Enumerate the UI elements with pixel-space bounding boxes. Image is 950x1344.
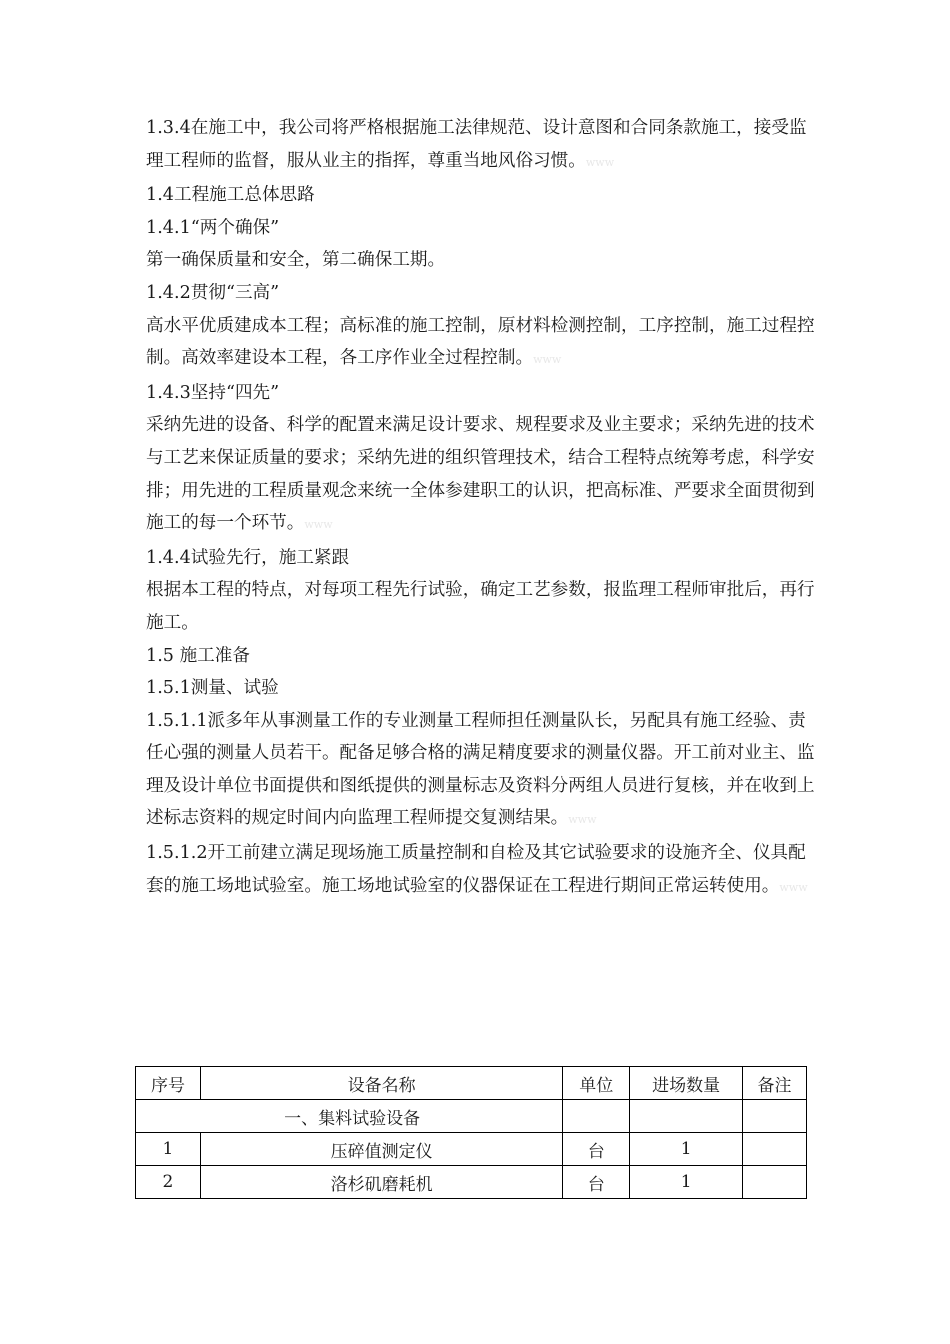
table-cell: 压碎值测定仪 — [200, 1133, 562, 1166]
section-title: 一、集料试验设备 — [284, 1108, 421, 1129]
table-header-row — [136, 1067, 807, 1100]
paragraph-text: 1.4.1“两个确保” — [146, 217, 280, 238]
table-cell — [743, 1133, 807, 1166]
paragraph — [146, 112, 818, 179]
document-body — [146, 112, 818, 904]
section-heading — [146, 212, 818, 245]
paragraph-text: 1.4.2贯彻“三高” — [146, 282, 280, 303]
faint-mark: www — [533, 353, 562, 367]
paragraph — [146, 574, 818, 639]
paragraph-text: 1.5 施工准备 — [146, 645, 250, 666]
section-heading — [146, 277, 818, 310]
table-cell: 洛杉矶磨耗机 — [200, 1166, 562, 1199]
faint-mark: www — [568, 813, 597, 827]
paragraph-text: 根据本工程的特点，对每项工程先行试验，确定工艺参数，报监理工程师审批后，再行施工。 — [146, 580, 815, 633]
section-heading — [146, 640, 818, 673]
header-cell-unit: 单位 — [563, 1067, 630, 1100]
paragraph-text: 第一确保质量和安全，第二确保工期。 — [146, 250, 446, 271]
section-heading — [146, 377, 818, 410]
faint-mark: www — [779, 880, 808, 894]
section-title-cell — [136, 1100, 563, 1133]
section-heading — [146, 179, 818, 212]
paragraph-text: 1.4.3坚持“四先” — [146, 382, 280, 403]
table-cell — [743, 1166, 807, 1199]
table-cell: 2 — [136, 1166, 201, 1199]
paragraph-text: 采纳先进的设备、科学的配置来满足设计要求、规程要求及业主要求；采纳先进的技术与工艺来保证质量的要求；采纳先进的组织管理技术，结合工程特点统筹考虑，科学安排；用先进的工程质量观念来统一全体参建职工的认识，把高标准、严要求全面贯彻到施工的每一个环节。 — [146, 415, 815, 534]
table-cell — [630, 1100, 743, 1133]
paragraph — [146, 705, 818, 837]
table-row — [136, 1166, 807, 1199]
table-cell: 台 — [563, 1133, 630, 1166]
section-heading — [146, 542, 818, 575]
table-cell: 1 — [136, 1133, 201, 1166]
table-row — [136, 1133, 807, 1166]
header-cell-quantity: 进场数量 — [630, 1067, 743, 1100]
faint-mark: www — [304, 518, 333, 532]
paragraph-text: 1.5.1.2开工前建立满足现场施工质量控制和自检及其它试验要求的设施齐全、仪具配套的施工场地试验室。施工场地试验室的仪器保证在工程进行期间正常运转使用。 — [146, 843, 806, 896]
paragraph-text: 1.5.1.1派多年从事测量工作的专业测量工程师担任测量队长，另配具有施工经验、责任心强的测量人员若干。配备足够合格的满足精度要求的测量仪器。开工前对业主、监理及设计单位书面提供和图纸提供的测量标志及资料分两组人员进行复核，并在收到上述标志资料的规定时间内向监理工程师提交复测结果。 — [146, 710, 815, 829]
paragraph-text: 1.4.4试验先行，施工紧跟 — [146, 547, 350, 568]
paragraph — [146, 837, 818, 904]
equipment-table — [135, 1066, 807, 1199]
table-cell — [743, 1100, 807, 1133]
table-cell: 1 — [630, 1133, 743, 1166]
table-section-row — [136, 1100, 807, 1133]
header-cell-remark: 备注 — [743, 1067, 807, 1100]
table-cell — [563, 1100, 630, 1133]
section-heading — [146, 672, 818, 705]
paragraph — [146, 409, 818, 541]
faint-mark: www — [585, 155, 615, 169]
paragraph-text: 1.5.1测量、试验 — [146, 678, 279, 699]
table-cell: 台 — [563, 1166, 630, 1199]
paragraph-text: 1.3.4在施工中，我公司将严格根据施工法律规范、设计意图和合同条款施工，接受监理工程师的监督，服从业主的指挥，尊重当地风俗习惯。 — [146, 118, 807, 171]
header-cell-name: 设备名称 — [200, 1067, 562, 1100]
paragraph — [146, 310, 818, 377]
paragraph-text: 1.4工程施工总体思路 — [146, 185, 315, 206]
paragraph — [146, 244, 818, 277]
header-cell-index: 序号 — [136, 1067, 201, 1100]
paragraph-text: 高水平优质建成本工程；高标准的施工控制，原材料检测控制，工序控制，施工过程控制。高效率建设本工程，各工序作业全过程控制。 — [146, 315, 815, 369]
table-cell: 1 — [630, 1166, 743, 1199]
